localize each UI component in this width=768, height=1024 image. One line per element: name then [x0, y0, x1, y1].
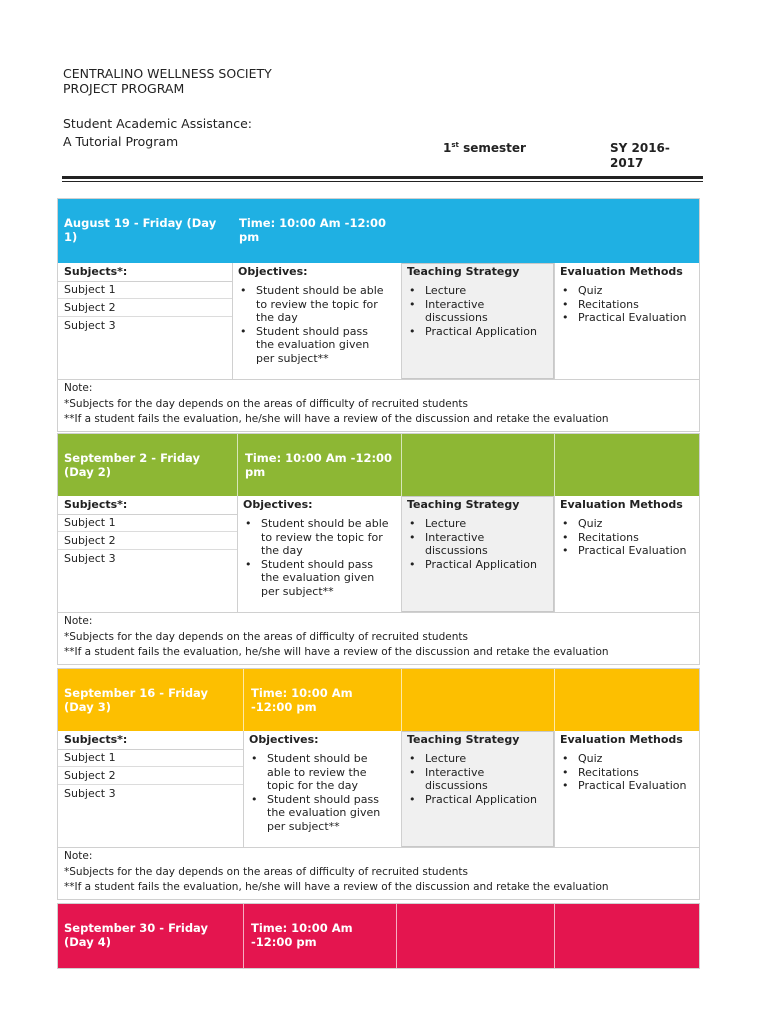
band-divider — [396, 904, 397, 968]
evaluation-methods-header: Evaluation Methods — [560, 733, 683, 746]
note-label: Note: — [64, 615, 93, 627]
subject-item: Subject 3 — [64, 552, 116, 565]
school-year-line2: 2017 — [610, 156, 644, 170]
objectives-header: Objectives: — [249, 733, 319, 746]
session-time: Time: 10:00 Am -12:00 pm — [251, 686, 353, 714]
header-rule-thin — [62, 181, 703, 182]
teaching-strategy-list — [403, 517, 546, 571]
teaching-strategy-header: Teaching Strategy — [407, 265, 520, 278]
objectives-list — [239, 517, 389, 598]
session-header-band — [58, 434, 699, 496]
note-label: Note: — [64, 850, 93, 862]
note-divider — [58, 612, 699, 613]
session-header-band — [58, 199, 699, 263]
session-header-band — [58, 904, 699, 968]
document-type: PROJECT PROGRAM — [63, 81, 185, 96]
evaluation-methods-list — [556, 517, 691, 558]
column-divider — [554, 263, 555, 379]
note — [64, 381, 609, 428]
program-subtitle: A Tutorial Program — [63, 134, 179, 149]
evaluation-item: • Recitations — [556, 298, 691, 312]
evaluation-methods-header: Evaluation Methods — [560, 498, 683, 511]
session-date: September 2 - Friday (Day 2) — [64, 451, 200, 479]
band-divider — [554, 669, 555, 731]
column-divider — [401, 496, 402, 612]
column-divider — [232, 263, 233, 379]
note-line-1: *Subjects for the day depends on the areas of difficulty of recruited students — [64, 630, 468, 643]
teaching-strategy-list — [403, 284, 546, 338]
teaching-item: • Interactive discussions — [403, 531, 546, 558]
objective-item: • Student should be able to review the topic for the day — [245, 752, 389, 793]
subjects-header: Subjects*: — [64, 265, 128, 278]
evaluation-item: • Recitations — [556, 531, 691, 545]
subject-item: Subject 2 — [58, 299, 232, 317]
objective-item: • Student should pass the evaluation given per subject** — [239, 558, 389, 599]
semester-label — [443, 141, 526, 155]
session-block — [57, 198, 700, 432]
evaluation-item: • Practical Evaluation — [556, 311, 691, 325]
note-label: Note: — [64, 382, 93, 394]
evaluation-item: • Recitations — [556, 766, 691, 780]
session-body — [58, 496, 699, 664]
evaluation-methods-list — [556, 284, 691, 325]
column-divider — [401, 731, 402, 847]
teaching-item: • Interactive discussions — [403, 298, 546, 325]
objectives-header: Objectives: — [243, 498, 313, 511]
semester-number: 1 — [443, 141, 452, 155]
band-divider — [237, 434, 238, 496]
subject-item: Subject 2 — [58, 767, 243, 785]
teaching-strategy-list — [403, 752, 546, 806]
teaching-strategy-header: Teaching Strategy — [407, 733, 520, 746]
session-body — [58, 263, 699, 431]
note-line-1: *Subjects for the day depends on the areas of difficulty of recruited students — [64, 865, 468, 878]
objective-item: • Student should be able to review the topic for the day — [239, 517, 389, 558]
column-divider — [554, 731, 555, 847]
session-time: Time: 10:00 Am -12:00 pm — [251, 921, 353, 949]
session-time: Time: 10:00 Am -12:00 pm — [245, 451, 393, 479]
subjects-list — [58, 514, 237, 568]
subject-item: Subject 3 — [64, 319, 116, 332]
teaching-item: • Lecture — [403, 752, 546, 766]
session-date: August 19 - Friday (Day 1) — [64, 216, 217, 244]
teaching-item: • Practical Application — [403, 325, 546, 339]
band-divider — [554, 904, 555, 968]
note — [64, 614, 609, 661]
column-divider — [401, 263, 402, 379]
evaluation-methods-list — [556, 752, 691, 793]
subjects-list — [58, 749, 243, 803]
note-divider — [58, 847, 699, 848]
evaluation-item: • Practical Evaluation — [556, 779, 691, 793]
organization-name: CENTRALINO WELLNESS SOCIETY — [63, 66, 272, 81]
evaluation-item: • Quiz — [556, 284, 691, 298]
session-header-band — [58, 669, 699, 731]
band-divider — [401, 434, 402, 496]
session-block — [57, 903, 700, 969]
evaluation-methods-header: Evaluation Methods — [560, 265, 683, 278]
objectives-list — [234, 284, 389, 365]
teaching-item: • Practical Application — [403, 793, 546, 807]
column-divider — [243, 731, 244, 847]
session-body — [58, 731, 699, 899]
semester-word: semester — [463, 141, 526, 155]
subjects-list — [58, 281, 232, 335]
note-line-2: **If a student fails the evaluation, he/she will have a review of the discussion and retake the evaluation — [64, 881, 609, 893]
teaching-item: • Lecture — [403, 284, 546, 298]
objective-item: • Student should pass the evaluation given per subject** — [234, 325, 389, 366]
teaching-item: • Interactive discussions — [403, 766, 546, 793]
semester-ordinal: st — [451, 141, 459, 149]
column-divider — [554, 496, 555, 612]
note-line-1: *Subjects for the day depends on the areas of difficulty of recruited students — [64, 397, 468, 410]
evaluation-item: • Quiz — [556, 752, 691, 766]
objectives-header: Objectives: — [238, 265, 308, 278]
band-divider — [243, 904, 244, 968]
session-date: September 16 - Friday (Day 3) — [64, 686, 208, 714]
objective-item: • Student should pass the evaluation given per subject** — [245, 793, 389, 834]
note-divider — [58, 379, 699, 380]
teaching-item: • Lecture — [403, 517, 546, 531]
note — [64, 849, 609, 896]
objectives-list — [245, 752, 389, 833]
column-divider — [237, 496, 238, 612]
subject-item: Subject 1 — [58, 749, 243, 767]
subject-item: Subject 2 — [58, 532, 237, 550]
subject-item: Subject 3 — [64, 787, 116, 800]
session-date: September 30 - Friday (Day 4) — [64, 921, 208, 949]
subject-item: Subject 1 — [58, 281, 232, 299]
session-time: Time: 10:00 Am -12:00 pm — [239, 216, 387, 244]
band-divider — [243, 669, 244, 731]
program-title: Student Academic Assistance: — [63, 116, 252, 131]
subjects-header: Subjects*: — [64, 498, 128, 511]
objective-item: • Student should be able to review the topic for the day — [234, 284, 389, 325]
session-block — [57, 668, 700, 900]
school-year — [610, 141, 670, 171]
school-year-line1: SY 2016- — [610, 141, 670, 155]
teaching-item: • Practical Application — [403, 558, 546, 572]
evaluation-item: • Quiz — [556, 517, 691, 531]
subject-item: Subject 1 — [58, 514, 237, 532]
band-divider — [554, 434, 555, 496]
header-rule-thick — [62, 176, 703, 179]
evaluation-item: • Practical Evaluation — [556, 544, 691, 558]
session-block — [57, 433, 700, 665]
teaching-strategy-header: Teaching Strategy — [407, 498, 520, 511]
note-line-2: **If a student fails the evaluation, he/she will have a review of the discussion and retake the evaluation — [64, 413, 609, 425]
note-line-2: **If a student fails the evaluation, he/she will have a review of the discussion and retake the evaluation — [64, 646, 609, 658]
subjects-header: Subjects*: — [64, 733, 128, 746]
band-divider — [401, 669, 402, 731]
